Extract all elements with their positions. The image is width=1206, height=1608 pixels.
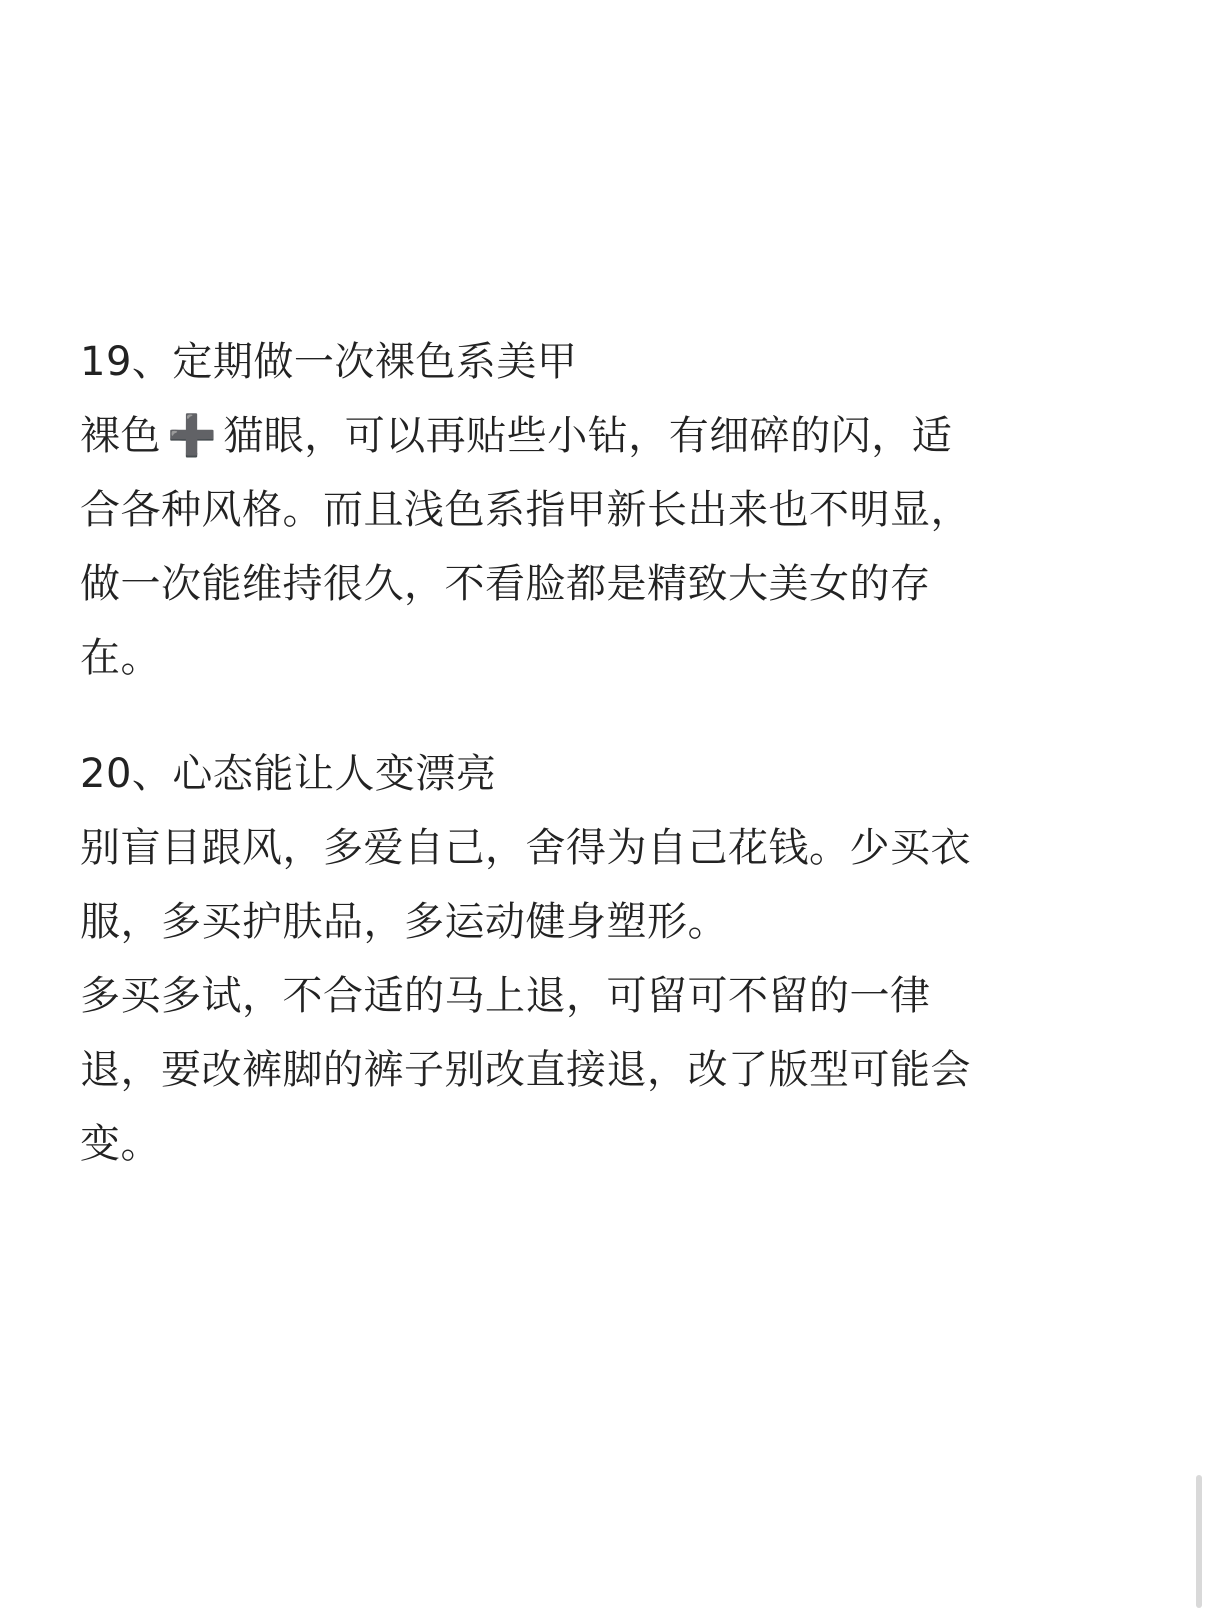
tip-text-line: 多买多试，不合适的马上退，可留可不留的一律: [80, 973, 931, 1019]
tip-text-line: 别盲目跟风，多爱自己，舍得为自己花钱。少买衣: [80, 825, 971, 871]
tip-title: 19、定期做一次裸色系美甲: [80, 339, 578, 385]
tip-text-line: 服，多买护肤品，多运动健身塑形。: [80, 899, 728, 945]
tip-text-line: 变。: [80, 1121, 161, 1167]
note-body: [80, 325, 1140, 1223]
tip-title: 20、心态能让人变漂亮: [80, 751, 497, 797]
tip-text-line: [80, 399, 1140, 473]
tip-text-line: 做一次能维持很久，不看脸都是精致大美女的存: [80, 561, 931, 607]
tip-section-19: [80, 325, 1140, 695]
tip-text-line: 在。: [80, 635, 161, 681]
tip-text-fragment: 猫眼，可以再贴些小钻，有细碎的闪，适: [223, 413, 953, 459]
tip-section-20: [80, 737, 1140, 1181]
scroll-indicator[interactable]: [1196, 1475, 1202, 1608]
tip-text-fragment: 裸色: [80, 413, 161, 459]
plus-icon: ➕: [167, 413, 218, 459]
tip-text-line: 合各种风格。而且浅色系指甲新长出来也不明显，: [80, 487, 971, 533]
tip-text-line: 退，要改裤脚的裤子别改直接退，改了版型可能会: [80, 1047, 971, 1093]
